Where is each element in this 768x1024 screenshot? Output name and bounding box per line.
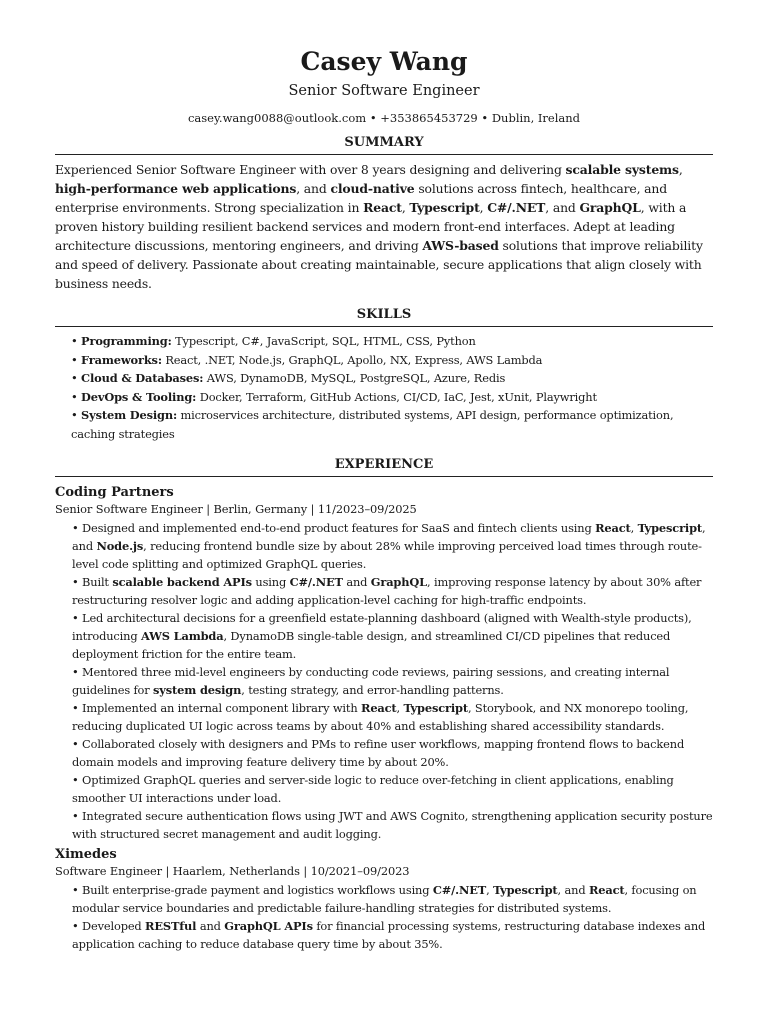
job-bullet <box>72 735 713 771</box>
text-run: • Built <box>72 575 113 589</box>
bold-text: Node.js <box>96 539 144 553</box>
bold-text: RESTful <box>145 919 197 933</box>
skills-list <box>55 332 713 443</box>
text-run: solutions across fintech, healthcare, and enterprise environments. Strong specialization in <box>55 181 667 215</box>
bold-text: cloud-native <box>330 181 415 196</box>
bold-text: GraphQL <box>370 575 428 589</box>
text-run: , <box>630 521 638 535</box>
skill-item <box>71 351 713 370</box>
contact-separator: • <box>481 111 489 125</box>
text-run: Docker, Terraform, GitHub Actions, CI/CD, IaC, Jest, xUnit, Playwright <box>196 389 597 404</box>
text-run: • Designed and implemented end-to-end product features for SaaS and fintech clients using <box>72 521 596 535</box>
bold-text: React <box>361 701 397 715</box>
text-run: • Developed <box>72 919 146 933</box>
text-run: , <box>486 883 494 897</box>
bold-text: DevOps & Tooling: <box>81 389 197 404</box>
bold-text: Typescript <box>493 883 558 897</box>
text-run: React, .NET, Node.js, GraphQL, Apollo, NX, Express, AWS Lambda <box>161 352 543 367</box>
text-run: , testing strategy, and error-handling patterns. <box>241 683 504 697</box>
text-run: • Led architectural decisions for a greenfield estate-planning dashboard (aligned with Wealth-style products), introducing <box>72 611 692 643</box>
contact-separator: • <box>369 111 377 125</box>
job-bullet <box>72 881 713 917</box>
text-run: • Built enterprise-grade payment and logistics workflows using <box>72 883 433 897</box>
text-run: Experienced Senior Software Engineer with over 8 years designing and delivering <box>55 162 566 177</box>
bold-text: React <box>595 521 631 535</box>
text-run: • Optimized GraphQL queries and server-side logic to reduce over-fetching in client applications, enabling smoother UI interactions under load. <box>72 773 674 805</box>
text-run: • <box>71 408 82 422</box>
job-bullet <box>72 917 713 953</box>
text-run: , and <box>545 200 580 215</box>
skills-heading: SKILLS <box>55 307 713 327</box>
text-run: , reducing frontend bundle size by about 28% while improving perceived load times through route-level code splitting and optimized GraphQL queries. <box>72 539 702 571</box>
summary-heading: SUMMARY <box>55 135 713 155</box>
text-run: for financial processing systems, restructuring database indexes and application caching to reduce database query time by about 35%. <box>72 919 706 951</box>
job-role-line: Senior Software Engineer | Berlin, Germany | 11/2023–09/2025 <box>55 502 417 516</box>
bold-text: React <box>363 200 402 215</box>
bold-text: Frameworks: <box>81 352 162 367</box>
bold-text: C#/.NET <box>487 200 546 215</box>
skill-item <box>71 369 713 388</box>
bold-text: Typescript <box>637 521 703 535</box>
text-run: and <box>342 575 371 589</box>
text-run: , <box>678 162 683 177</box>
phone-number: +353865453729 <box>380 111 478 125</box>
skill-item <box>71 406 713 443</box>
job-bullet <box>72 807 713 843</box>
text-run: • Mentored three mid-level engineers by conducting code reviews, pairing sessions, and creating internal guidelines for <box>72 665 670 697</box>
text-run: and <box>196 919 225 933</box>
candidate-name: Casey Wang <box>300 47 468 76</box>
job-bullet <box>72 663 713 699</box>
bold-text: AWS-based <box>422 238 499 253</box>
text-run: microservices architecture, distributed systems, API design, performance optimization, caching strategies <box>71 408 674 441</box>
job-bullets <box>55 881 713 953</box>
text-run: • <box>71 389 82 404</box>
job-bullet <box>72 699 713 735</box>
text-run: , and <box>296 181 331 196</box>
text-run: using <box>251 575 290 589</box>
bold-text: React <box>588 883 625 897</box>
text-run: , focusing on modular service boundaries and predictable failure-handling strategies for distributed systems. <box>72 883 697 915</box>
bold-text: C#/.NET <box>289 575 343 589</box>
job-bullet <box>72 573 713 609</box>
experience-heading: EXPERIENCE <box>55 457 713 477</box>
text-run: Typescript, C#, JavaScript, SQL, HTML, CSS, Python <box>171 334 476 348</box>
bold-text: AWS Lambda <box>140 629 224 643</box>
bold-text: Programming: <box>81 334 172 348</box>
bold-text: Cloud & Databases: <box>81 371 204 385</box>
bold-text: GraphQL APIs <box>224 919 313 933</box>
text-run: solutions that improve reliability and speed of delivery. Passionate about creating maintainable, secure applications that align closely with business needs. <box>55 238 703 291</box>
text-run: , DynamoDB single-table design, and streamlined CI/CD pipelines that reduced deployment friction for the entire team. <box>72 629 671 661</box>
bold-text: scalable backend APIs <box>112 575 252 589</box>
job-entry <box>55 484 713 843</box>
text-run: , <box>396 701 404 715</box>
text-run: , <box>401 200 410 215</box>
contact-line <box>55 111 713 125</box>
skill-item <box>71 388 713 407</box>
text-run: , improving response latency by about 30% after restructuring resolver logic and adding application-level caching for high-traffic endpoints. <box>72 575 702 607</box>
bold-text: Typescript <box>409 200 480 215</box>
job-bullet <box>72 771 713 807</box>
job-bullet <box>72 519 713 573</box>
text-run: • <box>71 352 82 367</box>
bold-text: high-performance web applications <box>55 181 297 196</box>
company-name: Coding Partners <box>55 485 174 500</box>
job-bullets <box>55 519 713 843</box>
bold-text: system design <box>153 683 242 697</box>
text-run: , Storybook, and NX monorepo tooling, reducing duplicated UI logic across teams by about 40% and establishing shared accessibility standards. <box>72 701 689 733</box>
summary-text <box>55 160 713 293</box>
bold-text: System Design: <box>81 408 178 422</box>
text-run: • <box>71 371 82 385</box>
job-bullet <box>72 609 713 663</box>
text-run: AWS, DynamoDB, MySQL, PostgreSQL, Azure, Redis <box>203 371 506 385</box>
text-run: • <box>71 334 82 348</box>
job-entry <box>55 846 713 953</box>
text-run: , and <box>557 883 589 897</box>
skill-item <box>71 332 713 351</box>
text-run: , with a proven history building resilient backend services and modern front-end interfaces. Adept at leading architecture discussions, mentoring engineers, and driving <box>55 200 687 253</box>
text-run: • Integrated secure authentication flows using JWT and AWS Cognito, strengthening application security posture with structured secret management and audit logging. <box>72 809 713 841</box>
company-name: Ximedes <box>55 847 117 862</box>
bold-text: Typescript <box>403 701 468 715</box>
text-run: , and <box>72 521 706 553</box>
bold-text: GraphQL <box>579 200 641 215</box>
candidate-title: Senior Software Engineer <box>288 83 480 99</box>
bold-text: scalable systems <box>565 162 679 177</box>
job-role-line: Software Engineer | Haarlem, Netherlands | 10/2021–09/2023 <box>55 864 410 878</box>
text-run: • Collaborated closely with designers and PMs to refine user workflows, mapping frontend flows to backend domain models and improving feature delivery time by about 20%. <box>72 737 685 769</box>
bold-text: C#/.NET <box>432 883 487 897</box>
location: Dublin, Ireland <box>491 111 581 125</box>
text-run: • Implemented an internal component library with <box>72 701 361 715</box>
text-run: , <box>479 200 488 215</box>
email-link[interactable]: casey.wang0088@outlook.com <box>187 111 367 125</box>
